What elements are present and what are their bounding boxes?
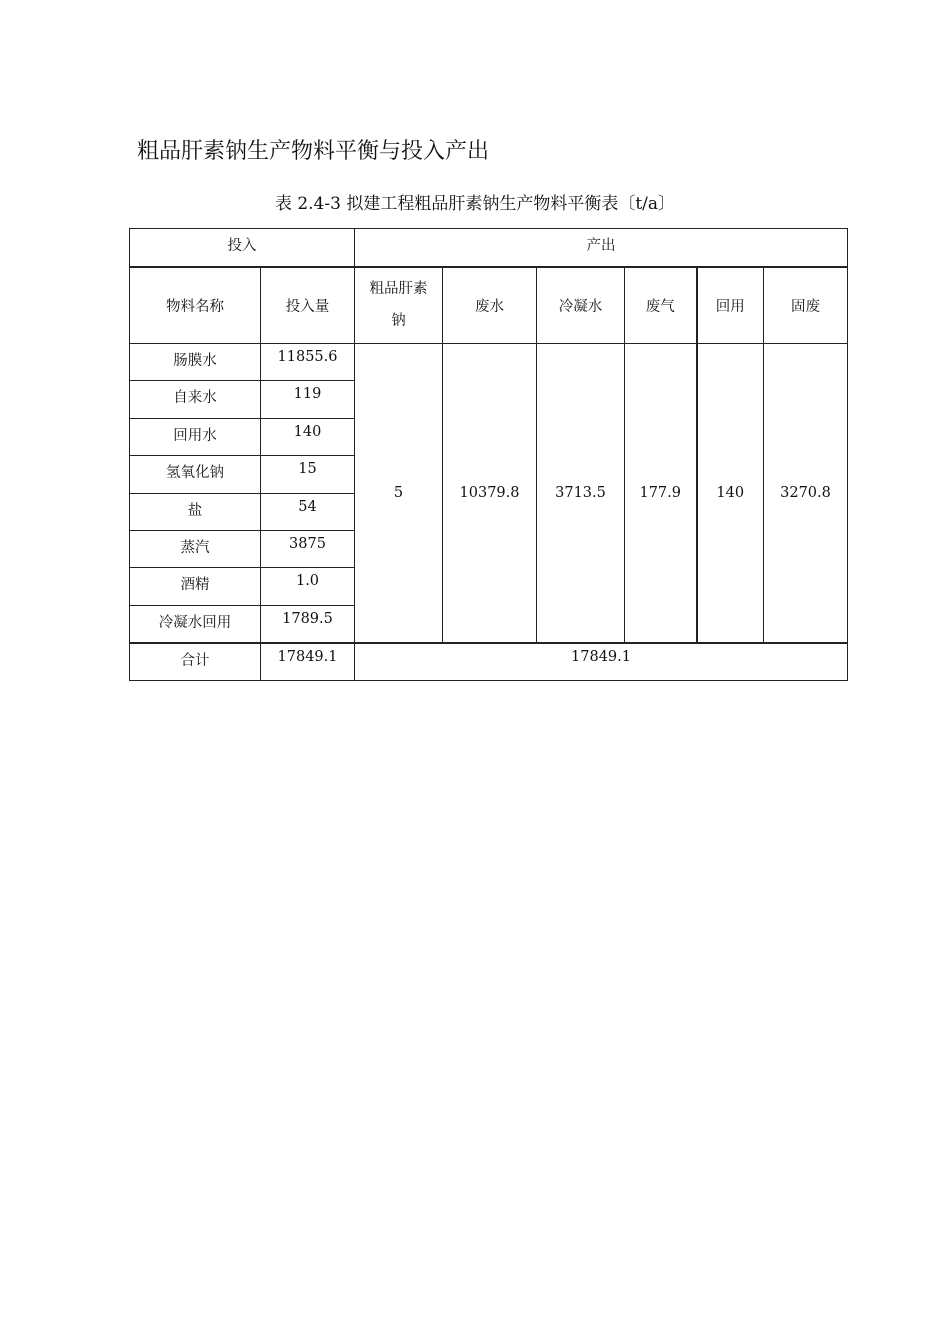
input-amount-cell: 54 — [261, 493, 355, 530]
output-total-cell: 17849.1 — [355, 643, 848, 681]
condensate-output-cell: 3713.5 — [537, 344, 625, 643]
input-amount-header: 投入量 — [261, 267, 355, 344]
solid-waste-output-cell: 3270.8 — [764, 344, 848, 643]
input-amount-cell: 11855.6 — [261, 344, 355, 381]
crude-heparin-output-cell: 5 — [355, 344, 443, 643]
input-amount-cell: 3875 — [261, 530, 355, 567]
waste-water-output-cell: 10379.8 — [443, 344, 537, 643]
material-balance-table — [129, 228, 848, 681]
solid-waste-header: 固废 — [764, 267, 848, 344]
table-caption: 表 2.4-3 拟建工程粗品肝素钠生产物料平衡表〔t/a〕 — [274, 194, 676, 214]
input-amount-cell: 140 — [261, 418, 355, 455]
waste-water-header: 废水 — [443, 267, 537, 344]
output-group-header: 产出 — [355, 229, 848, 267]
material-name-cell: 盐 — [130, 493, 261, 530]
material-name-cell: 氢氧化钠 — [130, 456, 261, 493]
input-amount-cell: 119 — [261, 381, 355, 418]
waste-gas-output-cell: 177.9 — [625, 344, 697, 643]
group-header-row — [130, 229, 848, 267]
waste-gas-header: 废气 — [625, 267, 697, 344]
material-name-cell: 自来水 — [130, 381, 261, 418]
reuse-header: 回用 — [697, 267, 764, 344]
material-name-cell: 肠膜水 — [130, 344, 261, 381]
material-name-cell: 酒精 — [130, 568, 261, 605]
material-name-header: 物料名称 — [130, 267, 261, 344]
material-name-cell: 冷凝水回用 — [130, 605, 261, 642]
reuse-output-cell: 140 — [697, 344, 764, 643]
column-header-row — [130, 267, 848, 344]
crude-heparin-header — [355, 267, 443, 344]
total-row — [130, 643, 848, 681]
condensate-header: 冷凝水 — [537, 267, 625, 344]
crude-heparin-header-line1: 粗品肝素 — [369, 281, 428, 298]
input-amount-cell: 15 — [261, 456, 355, 493]
input-amount-cell: 1789.5 — [261, 605, 355, 642]
input-group-header: 投入 — [130, 229, 355, 267]
input-total-cell: 17849.1 — [261, 643, 355, 681]
crude-heparin-header-line2: 钠 — [391, 313, 406, 330]
total-label-cell: 合计 — [130, 643, 261, 681]
input-amount-cell: 1.0 — [261, 568, 355, 605]
section-heading: 粗品肝素钠生产物料平衡与投入产出 — [137, 139, 490, 164]
material-name-cell: 回用水 — [130, 418, 261, 455]
material-name-cell: 蒸汽 — [130, 530, 261, 567]
table-row — [130, 344, 848, 381]
